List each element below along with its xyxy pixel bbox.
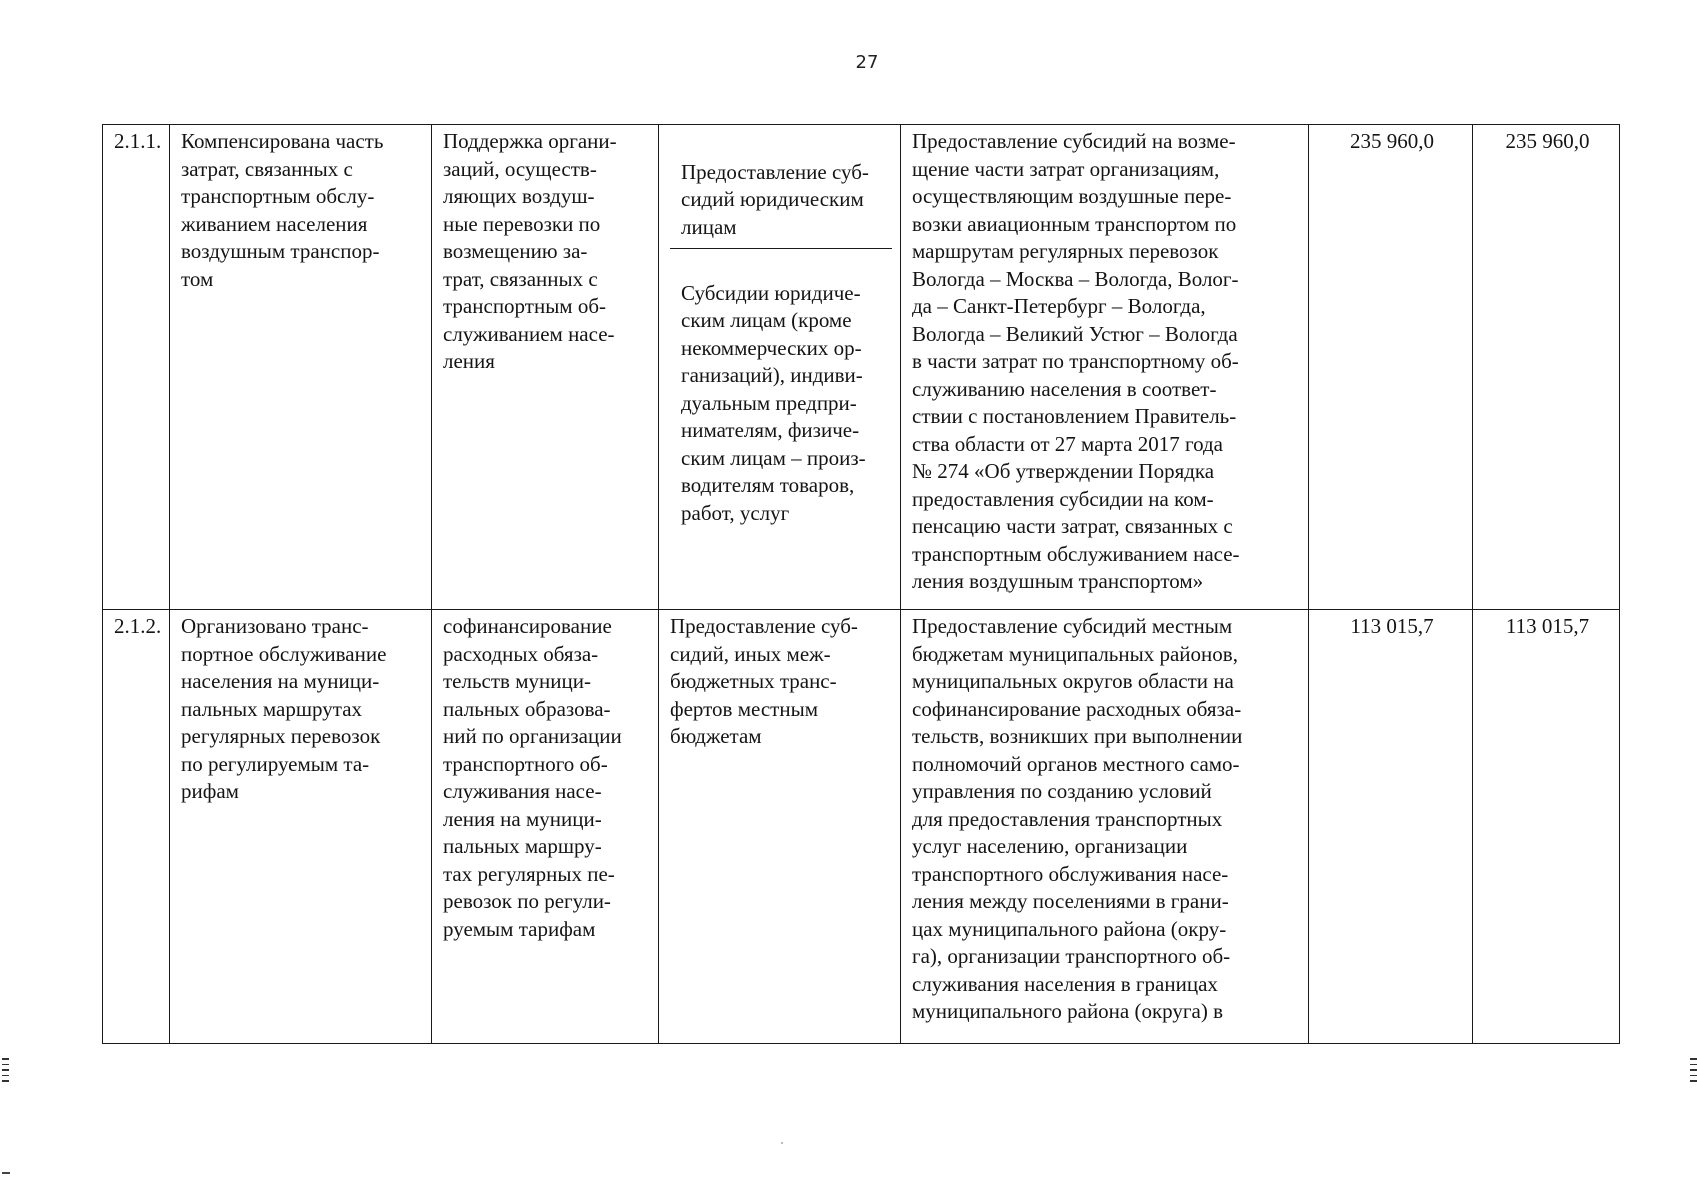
result-cell: Компенсирована часть затрат, связанных с транспортным обслу- живанием населения воздушным транспор- том	[170, 125, 432, 610]
value-cell-1: 113 015,7	[1309, 610, 1473, 1044]
event-cell: Поддержка органи- заций, осуществ- ляющих воздуш- ные перевозки по возмещению за- трат, связанных с транспортным об- служиванием насе- ления	[432, 125, 659, 610]
type-cell	[659, 125, 901, 610]
result-cell: Организовано транс- портное обслуживание населения на муници- пальных маршрутах регулярных перевозок по регулируемым та- рифам	[170, 610, 432, 1044]
document-table	[102, 124, 1620, 1044]
page-number: 27	[855, 52, 879, 73]
type-cell: Предоставление суб- сидий, иных меж- бюджетных транс- фертов местным бюджетам	[659, 610, 901, 1044]
right-binding-marks	[1690, 1058, 1697, 1086]
type-cell-bottom: Субсидии юридиче- ским лицам (кроме некоммерческих ор- ганизаций), индиви- дуальным предпри- нимателям, физиче- ским лицам – произ- водителям товаров, работ, услуг	[681, 280, 866, 525]
table-row	[103, 125, 1620, 610]
description-cell: Предоставление субсидий на возме- щение части затрат организациям, осуществляющим воздушные пере- возки авиационным транспортом по маршрутам регулярных перевозок Вологда – Москва – Вологда, Волог- да – Санкт-Петербург – Вологда, Вологда – Великий Устюг – Вологда в части затрат по транспортному об- служиванию населения в соответ- ствии с постановлением Правитель- ства области от 27 марта 2017 года № 274 «Об утверждении Порядка предоставления субсидии на ком- пенсацию части затрат, связанных с транспортным обслуживанием насе- ления воздушным транспортом»	[901, 125, 1309, 610]
type-cell-top: Предоставление суб- сидий юридическим лицам	[670, 156, 892, 250]
event-cell: софинансирование расходных обяза- тельств муници- пальных образова- ний по организации транспортного об- служивания насе- ления на муници- пальных маршру- тах регулярных пе- ревозок по регули- руемым тарифам	[432, 610, 659, 1044]
value-cell-1: 235 960,0	[1309, 125, 1473, 610]
left-binding-marks	[2, 1058, 9, 1086]
scan-speck	[781, 1142, 783, 1144]
row-number-cell: 2.1.2.	[103, 610, 170, 1044]
table-row	[103, 610, 1620, 1044]
description-cell: Предоставление субсидий местным бюджетам муниципальных районов, муниципальных округов области на софинансирование расходных обяза- тельств, возникших при выполнении полномочий органов местного само- управления по созданию условий для предоставления транспортных услуг населению, организации транспортного обслуживания насе- ления между поселениями в грани- цах муниципального района (окру- га), организации транспортного об- служивания населения в границах муниципального района (округа) в	[901, 610, 1309, 1044]
value-cell-2: 113 015,7	[1473, 610, 1620, 1044]
row-number-cell: 2.1.1.	[103, 125, 170, 610]
value-cell-2: 235 960,0	[1473, 125, 1620, 610]
margin-dash	[2, 1172, 10, 1174]
